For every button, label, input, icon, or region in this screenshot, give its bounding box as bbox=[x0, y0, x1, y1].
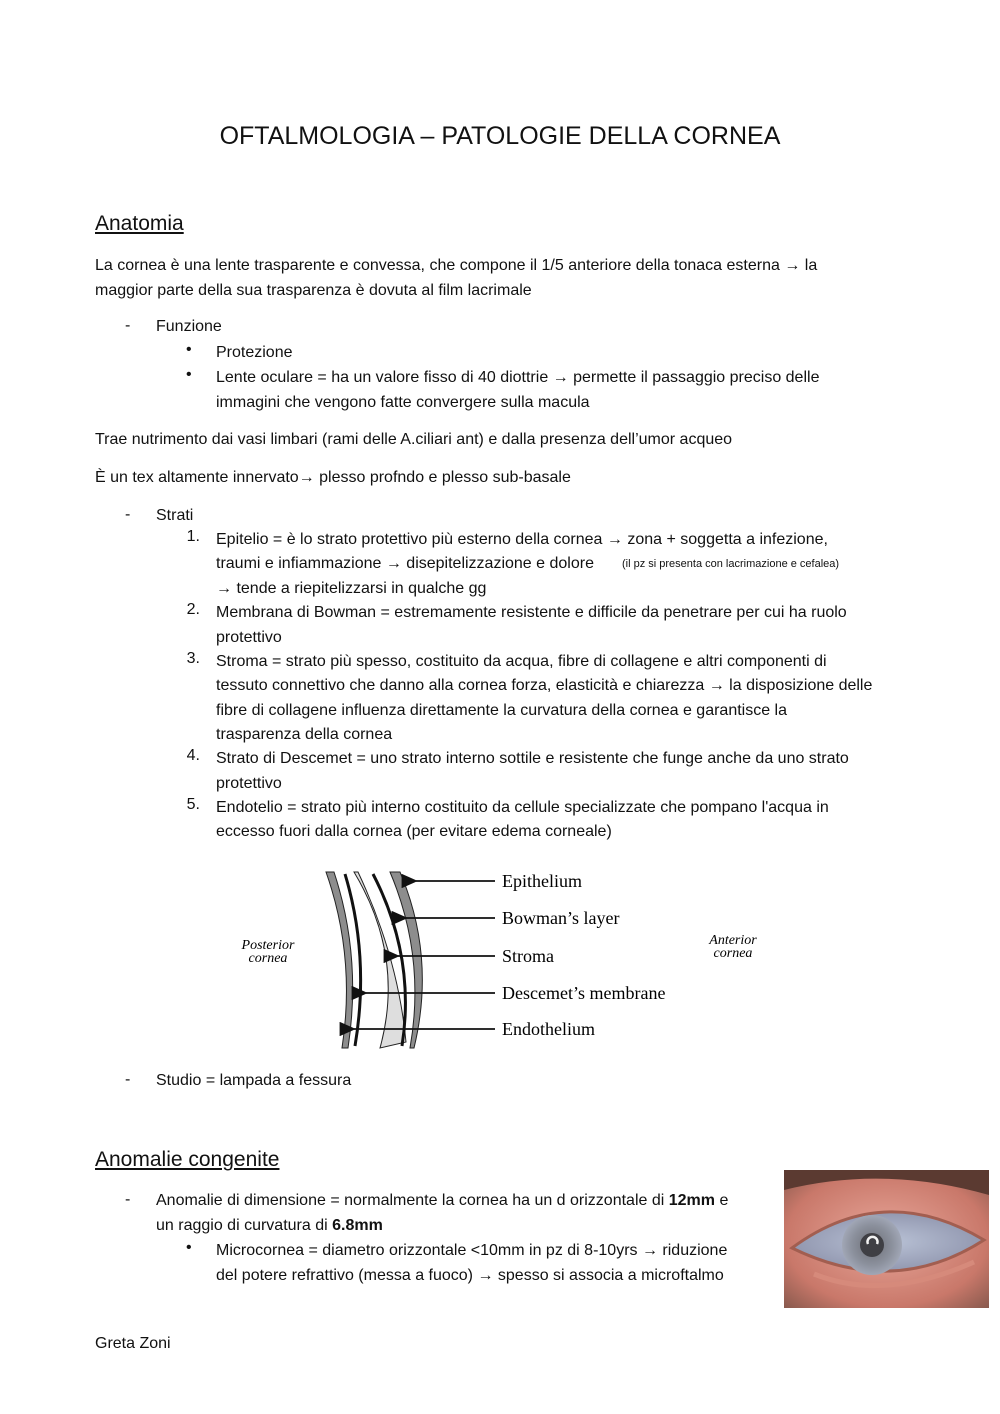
funzione-item-lente-line-2: immagini che vengono fatte convergere sulla macula bbox=[216, 394, 590, 411]
diagram-label-bowman: Bowman’s layer bbox=[502, 908, 620, 928]
nutrimento-text: Trae nutrimento dai vasi limbari (rami delle A.ciliari ant) e dalla presenza dell’umor acqueo bbox=[95, 431, 733, 448]
dash-marker: - bbox=[125, 506, 131, 523]
stroma-layer bbox=[354, 872, 406, 1048]
strato-epitelio-line-2: traumi e infiammazione → disepitelizzazione e dolore bbox=[216, 555, 594, 572]
strato-stroma-line-1: Stroma = strato più spesso, costituito da acqua, fibre di collagene e altri componenti di bbox=[216, 653, 827, 670]
list-number: 2. bbox=[186, 601, 200, 618]
microcornea-eye-photo bbox=[784, 1170, 989, 1308]
strato-descemet-line-1: Strato di Descemet = uno strato interno sottile e resistente che funge anche da uno strato bbox=[216, 750, 849, 767]
strati-label: Strati bbox=[156, 507, 194, 524]
curvatura-text: un raggio di curvatura di bbox=[156, 1217, 333, 1234]
diagram-label-stroma: Stroma bbox=[502, 946, 554, 966]
diagram-label-endothelium: Endothelium bbox=[502, 1019, 595, 1039]
dimensione-text-end: e bbox=[715, 1192, 729, 1209]
list-number: 5. bbox=[186, 796, 200, 813]
strato-endotelio-line-2: eccesso fuori dalla cornea (per evitare edema corneale) bbox=[216, 823, 612, 840]
strato-stroma-line-3: fibre di collagene influenza direttamente la curvatura della cornea e garantisce la bbox=[216, 702, 788, 719]
diagram-label-posterior: Posterior bbox=[241, 938, 295, 953]
list-number: 3. bbox=[186, 650, 200, 667]
diagram-label-anterior: Anterior bbox=[709, 933, 757, 948]
intro-line-2: maggior parte della sua trasparenza è dovuta al film lacrimale bbox=[95, 282, 532, 299]
innervazione-text: È un tex altamente innervato→ plesso profndo e plesso sub-basale bbox=[95, 469, 571, 486]
dimensione-line-1 bbox=[156, 1189, 728, 1214]
funzione-item-lente-line-1: Lente oculare = ha un valore fisso di 40 diottrie → permette il passaggio preciso delle bbox=[216, 369, 820, 386]
strato-epitelio-line-1: Epitelio = è lo strato protettivo più esterno della cornea → zona + soggetta a infezione, bbox=[216, 531, 828, 548]
dimensione-value-12mm: 12mm bbox=[668, 1192, 715, 1209]
strato-bowman-line-2: protettivo bbox=[216, 629, 282, 646]
page-title: OFTALMOLOGIA – PATOLOGIE DELLA CORNEA bbox=[219, 122, 781, 150]
section-heading-anatomia: Anatomia bbox=[95, 212, 184, 235]
microcornea-line-2: del potere refrattivo (messa a fuoco) → spesso si associa a microftalmo bbox=[216, 1267, 724, 1284]
strato-epitelio-line-3: → tende a riepitelizzarsi in qualche gg bbox=[216, 580, 487, 597]
dash-marker: - bbox=[125, 1191, 131, 1208]
dash-marker: - bbox=[125, 1071, 131, 1088]
funzione-label: Funzione bbox=[156, 318, 222, 335]
microcornea-line-1: Microcornea = diametro orizzontale <10mm in pz di 8-10yrs → riduzione bbox=[216, 1242, 728, 1259]
diagram-label-descemet: Descemet’s membrane bbox=[502, 983, 666, 1003]
dash-marker: - bbox=[125, 317, 131, 334]
diagram-label-anterior-2: cornea bbox=[713, 946, 753, 961]
list-number: 1. bbox=[186, 528, 200, 545]
strato-stroma-line-2: tessuto connettivo che danno alla cornea forza, elasticità e chiarezza → la disposizione delle bbox=[216, 677, 873, 694]
diagram-label-posterior-2: cornea bbox=[248, 951, 288, 966]
bullet-marker: • bbox=[186, 1239, 192, 1256]
studio-text: Studio = lampada a fessura bbox=[156, 1072, 352, 1089]
diagram-label-epithelium: Epithelium bbox=[502, 871, 582, 891]
bullet-marker: • bbox=[186, 366, 192, 383]
strato-epitelio-note: (il pz si presenta con lacrimazione e cefalea) bbox=[622, 558, 840, 570]
funzione-item-protezione: Protezione bbox=[216, 344, 293, 361]
dimensione-line-2 bbox=[156, 1214, 383, 1239]
strato-descemet-line-2: protettivo bbox=[216, 775, 282, 792]
dimensione-text: Anomalie di dimensione = normalmente la cornea ha un d orizzontale di bbox=[156, 1192, 669, 1209]
cornea-layers-diagram bbox=[230, 862, 790, 1057]
footer-author: Greta Zoni bbox=[95, 1335, 171, 1352]
endothelium-layer bbox=[326, 872, 353, 1048]
strato-bowman-line-1: Membrana di Bowman = estremamente resistente e difficile da penetrare per cui ha ruolo bbox=[216, 604, 847, 621]
section-heading-anomalie: Anomalie congenite bbox=[95, 1148, 280, 1171]
strato-endotelio-line-1: Endotelio = strato più interno costituito da cellule specializzate che pompano l'acqua in bbox=[216, 799, 829, 816]
bullet-marker: • bbox=[186, 341, 192, 358]
intro-line-1: La cornea è una lente trasparente e convessa, che compone il 1/5 anteriore della tonaca esterna → la bbox=[95, 257, 818, 274]
list-number: 4. bbox=[186, 747, 200, 764]
curvatura-value-6-8mm: 6.8mm bbox=[332, 1217, 383, 1234]
strato-stroma-line-4: trasparenza della cornea bbox=[216, 726, 393, 743]
